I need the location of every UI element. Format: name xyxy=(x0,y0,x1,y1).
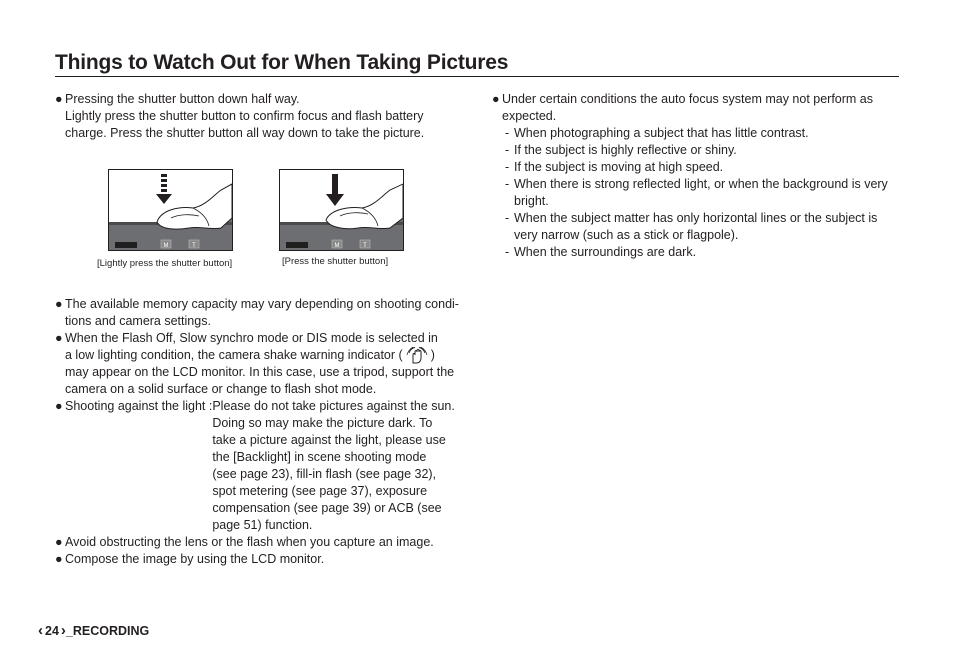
backlight-line: Please do not take pictures against the sun. xyxy=(212,399,455,413)
af-item: - When there is strong reflected light, or when the background is very bright. xyxy=(505,177,888,208)
flash-line-4: camera on a solid surface or change to flash shot mode. xyxy=(65,382,377,396)
bullet-icon: ● xyxy=(55,535,63,549)
backlight-line: (see page 23), fill-in flash (see page 32), xyxy=(212,467,437,481)
memory-line-1: The available memory capacity may vary depending on shooting condi- xyxy=(65,297,459,311)
compose-note: Compose the image by using the LCD monitor. xyxy=(65,552,325,566)
af-item: - When the subject matter has only horizontal lines or the subject is very narrow (such as a stick or flagpole). xyxy=(505,211,878,242)
flash-line-3: may appear on the LCD monitor. In this case, use a tripod, support the xyxy=(65,365,455,379)
backlight-line: the [Backlight] in scene shooting mode xyxy=(212,450,427,464)
avoid-obstruct-note: Avoid obstructing the lens or the flash when you capture an image. xyxy=(65,535,434,549)
camera-half-press-illustration xyxy=(109,170,232,250)
bullet-icon: ● xyxy=(55,331,63,345)
page-footer xyxy=(38,623,149,638)
figure-half-press xyxy=(108,169,233,251)
shutter-line-3: charge. Press the shutter button all way down to take the picture. xyxy=(65,126,425,140)
zoom-key-t: T xyxy=(192,243,196,249)
zoom-key-m: M xyxy=(334,243,340,249)
backlight-description xyxy=(212,398,460,534)
backlight-line: page 51) function. xyxy=(212,518,313,532)
figure-full-press xyxy=(279,169,404,251)
down-arrow-icon xyxy=(326,174,344,206)
af-item: - If the subject is highly reflective or shiny. xyxy=(505,143,737,157)
backlight-label: Shooting against the light : xyxy=(65,399,213,413)
bullet-icon: ● xyxy=(55,297,63,311)
af-line-2: expected. xyxy=(502,109,557,123)
page-number: 24 xyxy=(45,623,59,638)
flash-line-2 xyxy=(55,347,475,364)
chevron-right-icon: › xyxy=(60,622,66,639)
af-item: - When photographing a subject that has little contrast. xyxy=(505,126,809,140)
memory-line-2: tions and camera settings. xyxy=(65,314,211,328)
autofocus-section xyxy=(492,91,902,261)
figure-caption-half-press: [Lightly press the shutter button] xyxy=(97,258,233,269)
bullet-icon: ● xyxy=(55,552,63,566)
down-arrow-icon xyxy=(156,174,172,204)
shutter-section xyxy=(55,91,475,142)
notes-section xyxy=(55,296,475,568)
page-title: Things to Watch Out for When Taking Pictures xyxy=(55,51,509,74)
backlight-line: spot metering (see page 37), exposure xyxy=(212,484,428,498)
flash-line-2b: ) xyxy=(430,348,435,362)
figure-caption-full-press: [Press the shutter button] xyxy=(282,256,389,267)
flash-line-1: When the Flash Off, Slow synchro mode or DIS mode is selected in xyxy=(65,331,438,345)
zoom-key-m: M xyxy=(163,243,169,249)
section-label: _RECORDING xyxy=(65,623,150,638)
shutter-line-2: Lightly press the shutter button to confirm focus and flash battery xyxy=(65,109,424,123)
af-item: - If the subject is moving at high speed. xyxy=(505,160,724,174)
af-line-1: Under certain conditions the auto focus system may not perform as xyxy=(502,92,874,106)
backlight-line: Doing so may make the picture dark. To xyxy=(212,416,433,430)
chevron-left-icon: ‹ xyxy=(38,622,43,639)
bullet-icon: ● xyxy=(55,92,63,106)
zoom-key-t: T xyxy=(363,243,367,249)
title-rule xyxy=(55,76,899,77)
backlight-line: compensation (see page 39) or ACB (see xyxy=(212,501,442,515)
flash-line-2a: a low lighting condition, the camera shake warning indicator ( xyxy=(65,348,403,362)
bullet-icon: ● xyxy=(55,399,63,413)
bullet-icon: ● xyxy=(492,92,500,106)
backlight-line: take a picture against the light, please use xyxy=(212,433,446,447)
camera-full-press-illustration xyxy=(280,170,403,250)
camera-shake-warning-icon xyxy=(405,347,429,364)
af-item: - When the surroundings are dark. xyxy=(505,245,697,259)
shutter-bullet: Pressing the shutter button down half way. xyxy=(65,92,300,106)
backlight-item xyxy=(65,398,475,534)
